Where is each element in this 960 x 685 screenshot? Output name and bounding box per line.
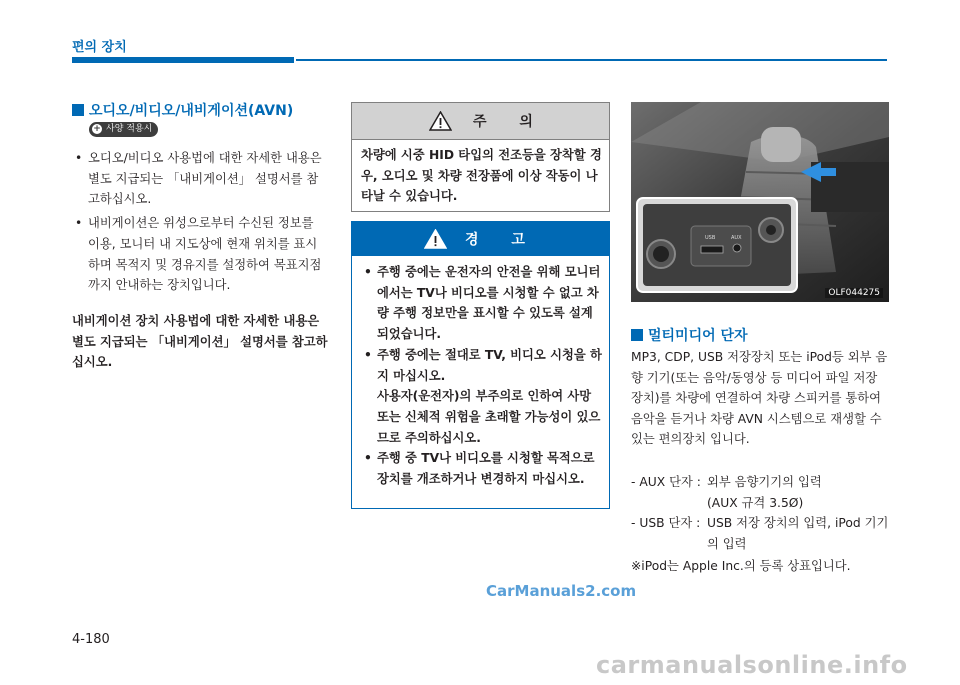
usb-port-row xyxy=(631,513,889,554)
option-badge-label: 사양 적용시 xyxy=(106,124,153,134)
multimedia-port-photo xyxy=(631,102,889,302)
warning-header xyxy=(352,222,609,256)
aux-port-spec: (AUX 규격 3.5Ø) xyxy=(707,495,804,510)
section-title: 편의 장치 xyxy=(72,40,127,55)
console-illustration xyxy=(631,102,889,302)
site-watermark: carmanualsonline.info xyxy=(596,651,908,679)
multimedia-description: MP3, CDP, USB 저장장치 또는 iPod등 외부 음향 기기(또는 음악/동영상 등 미디어 파일 저장장치)를 차량에 연결하여 차량 스피커를 통하여 음악을 듣거나 차량 AVN 시스템으로 재생할 수 있는 편의장치 입니다. xyxy=(631,350,888,446)
avn-note: 내비게이션 장치 사용법에 대한 자세한 내용은 별도 지급되는 「내비게이션」 설명서를 참고하십시오. xyxy=(72,314,328,369)
warning-text xyxy=(361,262,603,490)
square-bullet-icon xyxy=(72,104,84,116)
aux-port-row xyxy=(631,472,889,493)
aux-port-label: AUX xyxy=(731,235,742,241)
warning-bullet-1: • 주행 중에는 운전자의 안전을 위해 모니터에서는 TV나 비디오를 시청할 수 없고 차량 주행 정보만을 표시할 수 있도록 설계 되었습니다. xyxy=(361,262,603,345)
usb-port-value: USB 저장 장치의 입력, iPod 기기의 입력 xyxy=(707,516,889,551)
avn-bullet-list xyxy=(72,148,328,299)
watermark-link[interactable]: CarManuals2.com xyxy=(486,582,637,600)
multimedia-heading xyxy=(631,325,748,345)
warning-title: 경 고 xyxy=(465,232,539,248)
usb-port-label: USB xyxy=(705,235,716,241)
header-rule-thin xyxy=(296,59,887,61)
warning-triangle-icon xyxy=(424,229,447,249)
warning-bullet-3: • 주행 중 TV나 비디오를 시청할 목적으로 장치를 개조하거나 변경하지 마십시오. xyxy=(361,448,603,489)
square-bullet-icon xyxy=(631,329,643,341)
avn-heading xyxy=(72,100,293,120)
aux-port-value: 외부 음향기기의 입력 xyxy=(707,475,822,489)
avn-bullet-2: • 내비게이션은 위성으로부터 수신된 정보를 이용, 모니터 내 지도상에 현재 위치를 표시하며 목적지 및 경유지를 설정하여 목표지점까지 안내하는 장치입니다. xyxy=(72,213,328,296)
avn-heading-text: 오디오/비디오/내비게이션(AVN) xyxy=(89,103,294,119)
aux-port-label: - AUX 단자 : xyxy=(631,475,701,489)
caution-box xyxy=(351,102,610,212)
multimedia-heading-text: 멀티미디어 단자 xyxy=(648,328,748,344)
caution-title: 주 의 xyxy=(473,114,547,130)
warning-bullet-2-extra: 사용자(운전자)의 부주의로 인하여 사망 또는 신체적 위험을 초래할 가능성이 있으므로 주의하십시오. xyxy=(377,389,601,445)
warning-bullet-2-text: 주행 중에는 절대로 TV, 비디오 시청을 하지 마십시오. xyxy=(377,347,602,383)
avn-bullet-1: • 오디오/비디오 사용법에 대한 자세한 내용은 별도 지급되는 「내비게이션」 설명서를 참고하십시오. xyxy=(72,148,328,210)
warning-bullet-2 xyxy=(361,345,603,449)
usb-port-label: - USB 단자 : xyxy=(631,516,701,530)
caution-header xyxy=(352,103,609,140)
page-number: 4-180 xyxy=(72,632,110,647)
plus-icon: + xyxy=(93,124,101,134)
caution-text: 차량에 시중 HID 타입의 전조등을 장착할 경우, 오디오 및 차량 전장품에 이상 작동이 나타날 수 있습니다. xyxy=(361,148,602,203)
trademark-note: ※iPod는 Apple Inc.의 등록 상표입니다. xyxy=(631,559,851,573)
warning-box xyxy=(351,221,610,509)
photo-code: OLF044275 xyxy=(825,288,883,298)
warning-bullet-list xyxy=(361,262,603,490)
port-spec-list xyxy=(631,472,889,554)
warning-triangle-icon xyxy=(429,111,452,131)
header-rule-thick xyxy=(72,57,294,63)
option-badge xyxy=(89,122,158,137)
